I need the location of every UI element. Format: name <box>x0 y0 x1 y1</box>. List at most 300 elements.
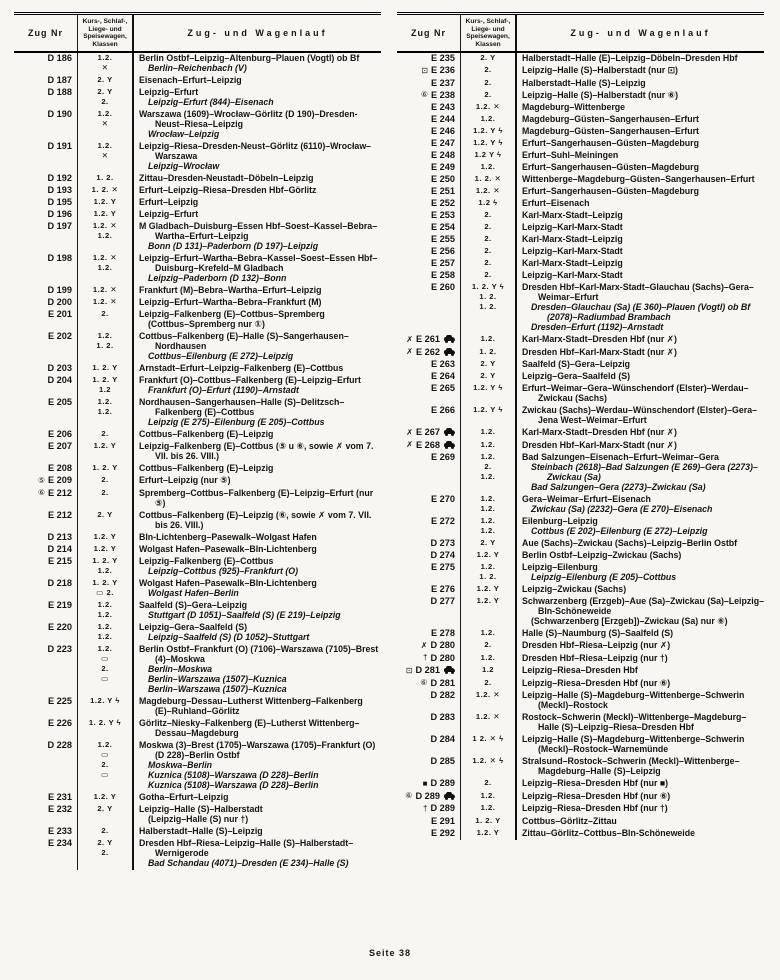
train-number-cell <box>14 826 78 838</box>
route-cell: Leipzig–Riesa–Dresden Hbf (nur ■) <box>522 778 669 789</box>
table-row <box>397 102 764 114</box>
route-cell: Gotha–Erfurt–Leipzig <box>139 791 229 802</box>
table-row <box>397 405 764 427</box>
train-number-cell <box>14 75 78 87</box>
table-row <box>14 578 381 600</box>
route-cell: Erfurt–Weimar–Gera–Wünschendorf (Elster)–Werdau–Zwickau (Sachs) <box>522 383 749 404</box>
train-number-cell <box>397 816 461 828</box>
table-row <box>397 371 764 383</box>
table-row <box>397 210 764 222</box>
classes-cell: 2. Y <box>78 75 134 87</box>
classes-cell: 1.2. ✕ <box>78 53 134 75</box>
table-row <box>14 488 381 510</box>
train-number: E 215 <box>47 555 72 566</box>
day-restriction-symbol: ⊡ <box>421 65 428 75</box>
train-number-cell <box>397 65 461 78</box>
train-number: D 213 <box>47 531 72 542</box>
train-number: E 253 <box>430 210 455 221</box>
table-row <box>397 516 764 538</box>
route-cell: Leipzig–Riesa–Dresden Hbf <box>522 665 638 676</box>
classes-cell: 2. <box>461 678 517 691</box>
route-cell: Leipzig–Riesa–Dresden Hbf (nur †) <box>522 803 668 814</box>
classes-cell: 2. Y 2. <box>78 838 134 870</box>
train-number-cell <box>14 556 78 578</box>
route-cell: Dresden Hbf–Karl-Marx-Stadt (nur ✗) <box>522 346 677 357</box>
train-number-cell <box>397 678 461 691</box>
route-cell: Arnstadt–Erfurt–Leipzig–Falkenberg (E)–Cottbus <box>139 363 344 374</box>
classes-cell: 1.2. Y <box>461 828 517 840</box>
route-cell: Halberstadt–Halle (S)–Leipzig <box>522 77 646 88</box>
train-number-cell <box>14 429 78 441</box>
classes-cell: 1.2. 1.2. <box>78 397 134 429</box>
train-number: E 262 <box>415 346 440 357</box>
classes-cell: 1.2. Y ϟ <box>461 138 517 150</box>
table-body <box>14 53 381 870</box>
train-number-cell <box>397 138 461 150</box>
classes-cell: 2. Y <box>461 53 517 65</box>
classes-cell: 2. <box>78 429 134 441</box>
train-number: E 276 <box>430 584 455 595</box>
train-number-cell <box>397 405 461 427</box>
table-row <box>14 363 381 375</box>
route-cell: Erfurt–Leipzig–Riesa–Dresden Hbf–Görlitz <box>139 185 317 196</box>
train-number-cell <box>397 150 461 162</box>
car-transport-icon <box>444 794 455 798</box>
table-row <box>14 792 381 804</box>
table-row <box>14 209 381 221</box>
route-cell: Cottbus–Falkenberg (E)–Halle (S)–Sangerhausen–Nordhausen Cottbus–Eilenburg (E 272)–Leipzig <box>139 331 349 362</box>
route-cell: Leipzig–Erfurt–Wartha–Bebra–Kassel–Soest–Essen Hbf–Duisburg–Krefeld–M Gladbach Leipzig–Paderborn (D 132)–Bonn <box>139 253 378 284</box>
table-row <box>14 804 381 826</box>
classes-cell: 1.2. Y <box>78 544 134 556</box>
route-cell: M Gladbach–Duisburg–Essen Hbf–Soest–Kassel–Bebra–Wartha–Erfurt–Leipzig Bonn (D 131)–Paderborn (D 197)–Leipzig <box>139 221 378 252</box>
classes-cell: 1.2. ✕ <box>461 102 517 114</box>
table-row <box>397 538 764 550</box>
car-transport-icon <box>444 430 455 434</box>
route-cell: Berlin Ostbf–Leipzig–Zwickau (Sachs) <box>522 550 682 561</box>
table-row <box>397 494 764 516</box>
train-number: D 282 <box>430 690 455 701</box>
route-cell: Karl-Marx-Stadt–Leipzig <box>522 210 623 221</box>
table-row <box>14 475 381 488</box>
train-number-cell <box>397 596 461 628</box>
table-body <box>397 53 764 840</box>
train-number-cell <box>14 309 78 331</box>
train-number: D 192 <box>47 173 72 184</box>
classes-cell: 1.2. Y <box>78 197 134 209</box>
day-restriction-symbol: ✗ <box>406 440 413 450</box>
classes-cell: 2. <box>78 309 134 331</box>
route-cell: Karl-Marx-Stadt–Dresden Hbf (nur ✗) <box>522 334 677 345</box>
table-row <box>397 778 764 791</box>
classes-cell: 2. <box>461 270 517 282</box>
table-row <box>397 114 764 126</box>
train-number: E 209 <box>47 475 72 486</box>
train-number: E 251 <box>430 186 455 197</box>
train-number-cell <box>397 359 461 371</box>
table-row <box>14 309 381 331</box>
train-number-cell <box>397 210 461 222</box>
classes-cell: 1.2. Y ϟ <box>461 126 517 138</box>
train-number: E 202 <box>47 331 72 342</box>
classes-cell: 1. 2. Y ▭ 2. <box>78 578 134 600</box>
table-row <box>14 331 381 363</box>
train-number-cell <box>397 347 461 360</box>
train-number: E 201 <box>47 309 72 320</box>
table-row <box>397 359 764 371</box>
route-cell: Magdeburg–Dessau–Lutherst Wittenberg–Falkenberg (E)–Ruhland–Görlitz <box>139 695 363 716</box>
train-number: E 249 <box>430 162 455 173</box>
day-restriction-symbol: ⑥ <box>420 90 428 100</box>
route-cell: Zittau–Dresden-Neustadt–Döbeln–Leipzig <box>139 173 314 184</box>
column-header-klassen: Kurs-, Schlaf-, Liege- und Speisewagen, Klassen <box>461 15 517 51</box>
train-number: E 265 <box>430 383 455 394</box>
route-cell: Cottbus–Falkenberg (E)–Leipzig <box>139 463 274 474</box>
train-number: D 214 <box>47 543 72 554</box>
column-header-wagenlauf: Zug- und Wagenlauf <box>187 28 328 39</box>
train-number: D 191 <box>47 141 72 152</box>
train-number-cell <box>397 427 461 440</box>
train-number: E 233 <box>47 825 72 836</box>
train-number-cell <box>14 253 78 285</box>
train-number-cell <box>397 126 461 138</box>
table-header <box>14 15 381 53</box>
route-cell: Cottbus–Falkenberg (E)–Leipzig (⑥, sowie ✗ vom 7. VII. bis 26. VIII.) <box>139 509 372 530</box>
table-row <box>397 270 764 282</box>
route-cell: Erfurt–Sangerhausen–Güsten–Magdeburg <box>522 138 699 149</box>
train-number: D 273 <box>430 538 455 549</box>
train-number-cell <box>397 665 461 678</box>
train-number: E 292 <box>430 827 455 838</box>
train-number: D 196 <box>47 209 72 220</box>
train-number-cell <box>397 538 461 550</box>
train-number-cell <box>14 397 78 429</box>
table-row <box>14 441 381 463</box>
classes-cell: 2. Y <box>461 538 517 550</box>
route-cell: Görlitz–Niesky–Falkenberg (E)–Lutherst Wittenberg–Dessau–Magdeburg <box>139 717 360 738</box>
train-number: D 289 <box>430 803 455 814</box>
train-number-cell <box>14 838 78 870</box>
table-row <box>397 383 764 405</box>
classes-cell: 1.2. ✕ <box>78 297 134 309</box>
classes-cell: 1.2. Y <box>78 441 134 463</box>
day-restriction-symbol: † <box>423 803 428 813</box>
table-row <box>14 53 381 75</box>
route-cell: Leipzig–Karl-Marx-Stadt <box>522 222 623 233</box>
table-row <box>397 596 764 628</box>
route-cell: Bln-Lichtenberg–Pasewalk–Wolgast Hafen <box>139 531 317 542</box>
train-number-cell <box>397 452 461 494</box>
classes-cell: 1.2. 1.2. <box>78 622 134 644</box>
train-number: D 280 <box>430 640 455 651</box>
classes-cell: 1.2. ✕ ϟ <box>461 756 517 778</box>
train-number: E 256 <box>430 246 455 257</box>
train-number: E 250 <box>430 174 455 185</box>
train-number: E 255 <box>430 234 455 245</box>
train-number-cell <box>397 640 461 653</box>
table-row <box>397 452 764 494</box>
table-row <box>397 734 764 756</box>
table-row <box>397 126 764 138</box>
classes-cell: 1.2. Y ϟ <box>461 405 517 427</box>
classes-cell: 1. 2. Y ϟ <box>78 718 134 740</box>
train-number-cell <box>397 803 461 816</box>
classes-cell: 1. 2. Y 1.2 <box>78 375 134 397</box>
train-number: D 289 <box>415 790 440 801</box>
train-number: D 193 <box>47 185 72 196</box>
table-row <box>397 690 764 712</box>
table-row <box>397 78 764 90</box>
day-restriction-symbol: ⊡ <box>405 665 413 675</box>
route-cell: Frankfurt (O)–Cottbus–Falkenberg (E)–Leipzig–Erfurt Frankfurt (O)–Erfurt (1190)–Arnstadt <box>139 375 361 396</box>
train-number-cell <box>397 516 461 538</box>
route-cell: Karl-Marx-Stadt–Leipzig <box>522 258 623 269</box>
train-number-cell <box>14 297 78 309</box>
train-number-cell <box>397 78 461 90</box>
classes-cell: 1.2. <box>461 114 517 126</box>
train-number: E 247 <box>430 138 455 149</box>
classes-cell: 1.2. <box>461 803 517 816</box>
train-number: D 204 <box>47 375 72 386</box>
train-number-cell <box>14 804 78 826</box>
timetable-right <box>397 12 764 870</box>
table-row <box>14 297 381 309</box>
train-number-cell <box>397 550 461 562</box>
train-number: E 291 <box>430 815 455 826</box>
train-number: D 195 <box>47 197 72 208</box>
train-number: E 236 <box>430 65 455 76</box>
route-cell: Leipzig–Eilenburg Leipzig–Eilenburg (E 205)–Cottbus <box>522 562 677 583</box>
train-number: E 237 <box>430 77 455 88</box>
classes-cell: 1.2. 1. 2. <box>78 331 134 363</box>
table-row <box>14 109 381 141</box>
table-row <box>14 838 381 870</box>
classes-cell: 1.2. Y <box>461 550 517 562</box>
train-number-cell <box>14 221 78 253</box>
classes-cell: 1.2. 1.2. <box>78 600 134 622</box>
classes-cell: 1.2. Y <box>461 584 517 596</box>
train-number-cell <box>14 185 78 197</box>
route-cell: Leipzig–Halle (S)–Halberstadt (nur ⑥) <box>522 89 679 100</box>
table-row <box>14 556 381 578</box>
train-number: E 212 <box>47 509 72 520</box>
table-row <box>397 90 764 103</box>
route-cell: Schwarzenberg (Erzgeb)–Aue (Sa)–Zwickau (Sa)–Leipzig–Bln-Schöneweide (Schwarzenberg [Erzgeb])–Zwickau (Sa) nur ⑥) <box>522 596 764 627</box>
train-number-cell <box>397 270 461 282</box>
route-cell: Aue (Sachs)–Zwickau (Sachs)–Leipzig–Berlin Ostbf <box>522 538 738 549</box>
train-number: D 197 <box>47 221 72 232</box>
table-row <box>397 803 764 816</box>
day-restriction-symbol: ✗ <box>406 427 413 437</box>
table-row <box>397 640 764 653</box>
train-number: E 270 <box>430 494 455 505</box>
route-cell: Gera–Weimar–Erfurt–Eisenach Zwickau (Sa) (2232)–Gera (E 270)–Eisenach <box>522 494 713 515</box>
classes-cell: 1.2. ▭ 2. ▭ <box>78 644 134 696</box>
table-row <box>14 644 381 696</box>
train-number: E 243 <box>430 102 455 113</box>
train-number: E 261 <box>415 334 440 345</box>
train-number: E 219 <box>47 599 72 610</box>
train-number: E 231 <box>47 791 72 802</box>
train-number: D 281 <box>415 665 440 676</box>
train-number: E 205 <box>47 397 72 408</box>
table-row <box>14 544 381 556</box>
train-number: E 232 <box>47 803 72 814</box>
train-number-cell <box>14 109 78 141</box>
classes-cell: 2. Y 2. <box>78 87 134 109</box>
train-number-cell <box>14 544 78 556</box>
train-number: D 186 <box>47 53 72 64</box>
route-cell: Wolgast Hafen–Pasewalk–Bln-Lichtenberg Wolgast Hafen–Berlin <box>139 577 317 598</box>
route-cell: Erfurt–Sangerhausen–Güsten–Magdeburg <box>522 162 699 173</box>
train-number-cell <box>397 162 461 174</box>
train-number-cell <box>397 53 461 65</box>
classes-cell: 2. <box>461 65 517 78</box>
table-row <box>397 584 764 596</box>
route-cell: Erfurt–Eisenach <box>522 198 590 209</box>
route-cell: Spremberg–Cottbus–Falkenberg (E)–Leipzig–Erfurt (nur ⑤) <box>139 487 374 508</box>
train-number: D 200 <box>47 297 72 308</box>
route-cell: Dresden Hbf–Karl-Marx-Stadt (nur ✗) <box>522 439 677 450</box>
table-row <box>14 285 381 297</box>
route-cell: Magdeburg–Wittenberge <box>522 102 626 113</box>
day-restriction-symbol: ✗ <box>406 347 413 357</box>
day-restriction-symbol: ✗ <box>420 640 428 650</box>
train-number: D 199 <box>47 285 72 296</box>
route-cell: Moskwa (3)–Brest (1705)–Warszawa (1705)–Frankfurt (O) (D 228)–Berlin Ostbf Moskwa–Berlin Kuznica (5108)–Warszawa (D 228)–Berlin Kuznica (5108)–Warszawa (D 228)–Berlin <box>139 739 376 790</box>
train-number: E 260 <box>430 282 455 293</box>
car-transport-icon <box>444 668 455 672</box>
table-row <box>397 427 764 440</box>
train-number: E 258 <box>430 270 455 281</box>
train-number-cell <box>397 90 461 103</box>
route-cell: Leipzig–Falkenberg (E)–Cottbus–Spremberg (Cottbus–Spremberg nur ①) <box>139 309 325 330</box>
train-number-cell <box>14 696 78 718</box>
train-number-cell <box>397 102 461 114</box>
classes-cell: 2. <box>78 475 134 488</box>
classes-cell: 1.2. <box>461 440 517 453</box>
train-number: D 190 <box>47 109 72 120</box>
train-number: D 284 <box>430 734 455 745</box>
table-row <box>14 696 381 718</box>
classes-cell: 2. Y <box>461 359 517 371</box>
table-row <box>397 53 764 65</box>
train-number-cell <box>14 197 78 209</box>
train-number: E 264 <box>430 371 455 382</box>
route-cell: Erfurt–Sangerhausen–Güsten–Magdeburg <box>522 186 699 197</box>
train-number: E 248 <box>430 150 455 161</box>
train-number-cell <box>397 628 461 640</box>
route-cell: Leipzig–Riesa–Dresden Hbf (nur ⑥) <box>522 790 671 801</box>
route-cell: Dresden Hbf–Karl-Marx-Stadt–Glauchau (Sachs)–Gera–Weimar–Erfurt Dresden–Glauchau (Sa) (E 360)–Plauen (Vogtl) ob Bf (2078)–Radiumbad Brambach Dresden–Erfurt (1192)–Arnstadt <box>522 282 754 333</box>
train-number-cell <box>397 222 461 234</box>
table-row <box>14 532 381 544</box>
classes-cell: 2. <box>78 488 134 510</box>
route-cell: Leipzig–Erfurt–Wartha–Bebra–Frankfurt (M) <box>139 297 322 308</box>
classes-cell: 1. 2. Y ϟ 1. 2. 1. 2. <box>461 282 517 334</box>
classes-cell: 1.2. ▭ 2. ▭ <box>78 740 134 792</box>
route-cell: Nordhausen–Sangerhausen–Halle (S)–Delitzsch–Falkenberg (E)–Cottbus Leipzig (E 275)–Eilenburg (E 205)–Cottbus <box>139 397 345 428</box>
route-cell: Berlin Ostbf–Frankfurt (O) (7106)–Warszawa (7105)–Brest (4)–Moskwa Berlin–Moskwa Berlin–Warszawa (1507)–Kuznica Berlin–Warszawa (1507)–Kuznica <box>139 643 379 694</box>
train-number: E 234 <box>47 837 72 848</box>
table-row <box>397 162 764 174</box>
route-cell: Stralsund–Rostock–Schwerin (Meckl)–Wittenberge–Magdeburg–Halle (S)–Leipzig <box>522 756 740 777</box>
train-number: D 218 <box>47 577 72 588</box>
route-cell: Dresden Hbf–Riesa–Leipzig (nur †) <box>522 652 668 663</box>
classes-cell: 1.2. ✕ <box>78 285 134 297</box>
train-number-cell <box>14 510 78 532</box>
train-number: D 187 <box>47 75 72 86</box>
train-number: D 188 <box>47 87 72 98</box>
classes-cell: 1. 2. Y <box>78 363 134 375</box>
route-cell: Berlin Ostbf–Leipzig–Altenburg–Plauen (Vogtl) ob Bf Berlin–Reichenbach (V) <box>139 53 360 74</box>
table-row <box>14 826 381 838</box>
day-restriction-symbol: ✗ <box>406 334 413 344</box>
train-number-cell <box>397 756 461 778</box>
classes-cell: 1. 2. <box>78 173 134 185</box>
table-row <box>397 816 764 828</box>
route-cell: Frankfurt (M)–Bebra–Wartha–Erfurt–Leipzig <box>139 285 322 296</box>
route-cell: Wolgast Hafen–Pasewalk–Bln-Lichtenberg <box>139 543 317 554</box>
route-cell: Leipzig–Erfurt Leipzig–Erfurt (844)–Eisenach <box>139 87 274 108</box>
route-cell: Leipzig–Gera–Saalfeld (S) Leipzig–Saalfeld (S) (D 1052)–Stuttgart <box>139 621 310 642</box>
train-number-cell <box>397 282 461 334</box>
train-number-cell <box>397 114 461 126</box>
train-number-cell <box>14 578 78 600</box>
train-number: E 235 <box>430 53 455 64</box>
train-number-cell <box>397 174 461 186</box>
route-cell: Leipzig–Riesa–Dresden-Neust–Görlitz (6110)–Wrocław–Warszawa Leipzig–Wrocław <box>139 141 372 172</box>
train-number-cell <box>397 334 461 347</box>
classes-cell: 1.2. 1.2. <box>461 494 517 516</box>
train-number-cell <box>14 463 78 475</box>
classes-cell: 1.2. 1.2. <box>461 516 517 538</box>
route-cell: Rostock–Schwerin (Meckl)–Wittenberge–Magdeburg–Halle (S)–Leipzig–Riesa–Dresden Hbf <box>522 712 747 733</box>
classes-cell: 2. <box>461 78 517 90</box>
train-number-cell <box>397 246 461 258</box>
route-cell: Zittau–Görlitz–Cottbus–Bln-Schöneweide <box>522 827 696 838</box>
table-row <box>14 221 381 253</box>
train-number-cell <box>397 258 461 270</box>
route-cell: Zwickau (Sachs)–Werdau–Wünschendorf (Elster)–Gera–Jena West–Weimar–Erfurt <box>522 405 757 426</box>
classes-cell: 2. <box>461 640 517 653</box>
day-restriction-symbol: ⑥ <box>420 678 428 688</box>
train-number: E 266 <box>430 405 455 416</box>
table-row <box>397 186 764 198</box>
train-number: E 263 <box>430 359 455 370</box>
route-cell: Leipzig–Karl-Marx-Stadt <box>522 270 623 281</box>
table-row <box>397 562 764 584</box>
train-number-cell <box>14 209 78 221</box>
page-number: Seite 38 <box>368 948 412 958</box>
classes-cell: 1.2. ✕ 1.2. <box>78 221 134 253</box>
train-number-cell <box>14 792 78 804</box>
classes-cell: 2. <box>461 210 517 222</box>
classes-cell: 1.2 ϟ <box>461 198 517 210</box>
table-row <box>397 234 764 246</box>
train-number-cell <box>14 53 78 75</box>
route-cell: Erfurt–Leipzig (nur ⑤) <box>139 475 231 486</box>
classes-cell: 1.2. 2. 1.2. <box>461 452 517 494</box>
train-number-cell <box>14 718 78 740</box>
table-row <box>397 150 764 162</box>
table-row <box>397 791 764 804</box>
table-row <box>14 622 381 644</box>
train-number-cell <box>397 562 461 584</box>
table-row <box>14 141 381 173</box>
route-cell: Saalfeld (S)–Gera–Leipzig <box>522 359 631 370</box>
route-cell: Erfurt–Suhl–Meiningen <box>522 150 619 161</box>
